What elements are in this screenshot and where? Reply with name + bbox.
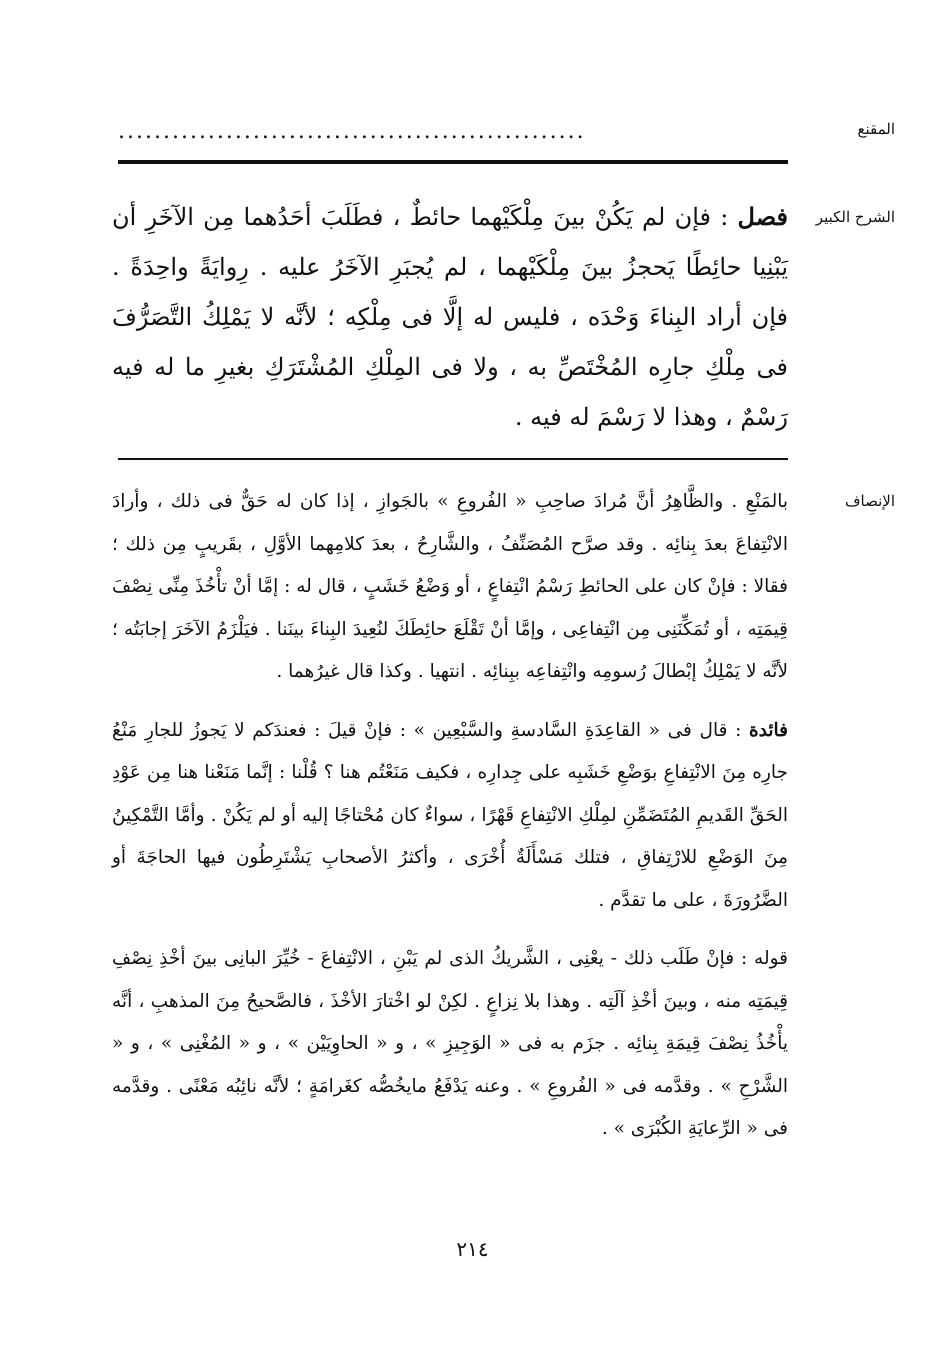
sharh-body: : فإن لم يَكُنْ بينَ مِلْكَيْهما حائطٌ ، فطَلَبَ أحَدُهما مِن الآخَرِ أن يَبْنِيا حائِطًا يَحجزُ بينَ مِلْكَيْهما ، لم يُجبَرِ الآخَرُ عليه . رِوايَةً واحِدَةً . فإن أراد البِناءَ وَحْدَه ، فليس له إلَّا فى مِلْكِه ؛ لأنَّه لا يَمْلِكُ التَّصَرُّفَ فى مِلْكِ جارِه المُخْتَصِّ به ، ولا فى المِلْكِ المُشْتَرَكِ بغيرِ ما له فيه رَسْمٌ ، وهذا لا رَسْمَ له فيه .: [112, 203, 788, 431]
sharh-text-block: [112, 192, 788, 442]
insaf-text-block: [112, 481, 788, 1151]
page-number: ٢١٤: [456, 1237, 489, 1261]
header-dot-leader: ....................................................: [118, 119, 586, 144]
insaf-paragraph-2: [112, 710, 788, 923]
section-divider: [118, 458, 788, 460]
insaf-paragraph-2-lead: فائدة: [748, 719, 788, 741]
insaf-label: الإنصاف: [844, 492, 895, 510]
header-label: المقنع: [857, 120, 895, 138]
insaf-paragraph-3-text: قوله : فإنْ طَلَب ذلك - يعْنِى ، الشَّريكُ الذى لم يَبْنِ ، الانْتِفاعَ - خُيِّرَ البانِى بينَ أخْذِ نِصْفِ قِيمَتِه منه ، وبينَ أخْذِ آلَتِه . وهذا بلا نِزاعٍ . لكِنْ لو اخْتارَ الأخْذَ ، فالصَّحيحُ مِنَ المذهبِ ، أنَّه يأْخُذُ نِصْفَ قِيمَةِ بِنائِه . جزَم به فى « الوَجِيزِ » ، و « الحاوِيَيْن » ، و « المُغْنِى » ، و « الشَّرْحِ » . وقدَّمه فى « الفُروعِ » . وعنه يَدْفَعُ مايخُصُّه كغَرامَةٍ ؛ لأنَّه نائِبُه مَعْنًى . وقدَّمه فى « الرِّعايَةِ الكُبْرَى » .: [112, 948, 788, 1139]
sharh-lead-word: فصل: [737, 202, 788, 231]
insaf-paragraph-2-text: : قال فى « القاعِدَةِ السَّادسةِ والسَّبْعِين » : فإنْ قيلَ : فعندَكم لا يَجوزُ للجارِ مَنْعُ جارِه مِنَ الانْتِفاعِ بوَضْعِ خَشَبِه على جِدارِه ، فكيف مَنَعْتُم هنا ؟ قُلْنا : إنَّما مَنَعْنا هنا مِن عَوْدِ الحَقِّ القَديمِ المُتَضَمِّنِ لمِلْكِ الانْتِفاعِ قَهْرًا ، سواءٌ كان مُحْتاجًا إليه أو لم يَكُنْ . وأمَّا التَّمْكِينُ مِنَ الوَضْعِ للارْتِفاقِ ، فتلك مَسْأَلَةٌ أُخْرَى ، وأكثرُ الأصحابِ يَشْتَرِطُون فيها الحاجَةَ أو الضَّرُورَةَ ، على ما تقدَّم .: [112, 719, 788, 911]
insaf-paragraph-1-text: بالمَنْعِ . والظَّاهِرُ أنَّ مُرادَ صاحِبِ « الفُروعِ » بالجَوازِ ، إذا كان له حَقٌّ فى ذلك ، وأرادَ الانْتِفاعَ بعدَ بِنائِه . وقد صرَّح المُصَنِّفُ ، والشَّارِحُ ، بعدَ كلامِهما الأوَّلِ ، بقَريبٍ مِن ذلك ؛ فقالا : فإنْ كان على الحائطِ رَسْمُ انْتِفاعٍ ، أو وَضْعُ خَشَبٍ ، قال له : إمَّا أنْ تأْخُذَ مِنِّى نِصْفَ قِيمَتِه ، أو تُمَكِّنَنِى مِن انْتِفاعِى ، وإمَّا أنْ تَقْلَعَ حائِطَكَ لنُعِيدَ البِناءَ بينَنا . فيَلْزَمُ الآخَرَ إجابَتُه ؛ لأنَّه لا يَمْلِكُ إبْطالَ رُسومِه وانْتِفاعِه ببِنائِه . انتهيا . وكذا قال غيرُهما .: [112, 491, 788, 682]
insaf-paragraph-3: [112, 938, 788, 1151]
sharh-label: الشرح الكبير: [815, 208, 895, 226]
header-rule: [118, 160, 788, 164]
insaf-paragraph-1: [112, 481, 788, 694]
sharh-paragraph: [112, 192, 788, 442]
